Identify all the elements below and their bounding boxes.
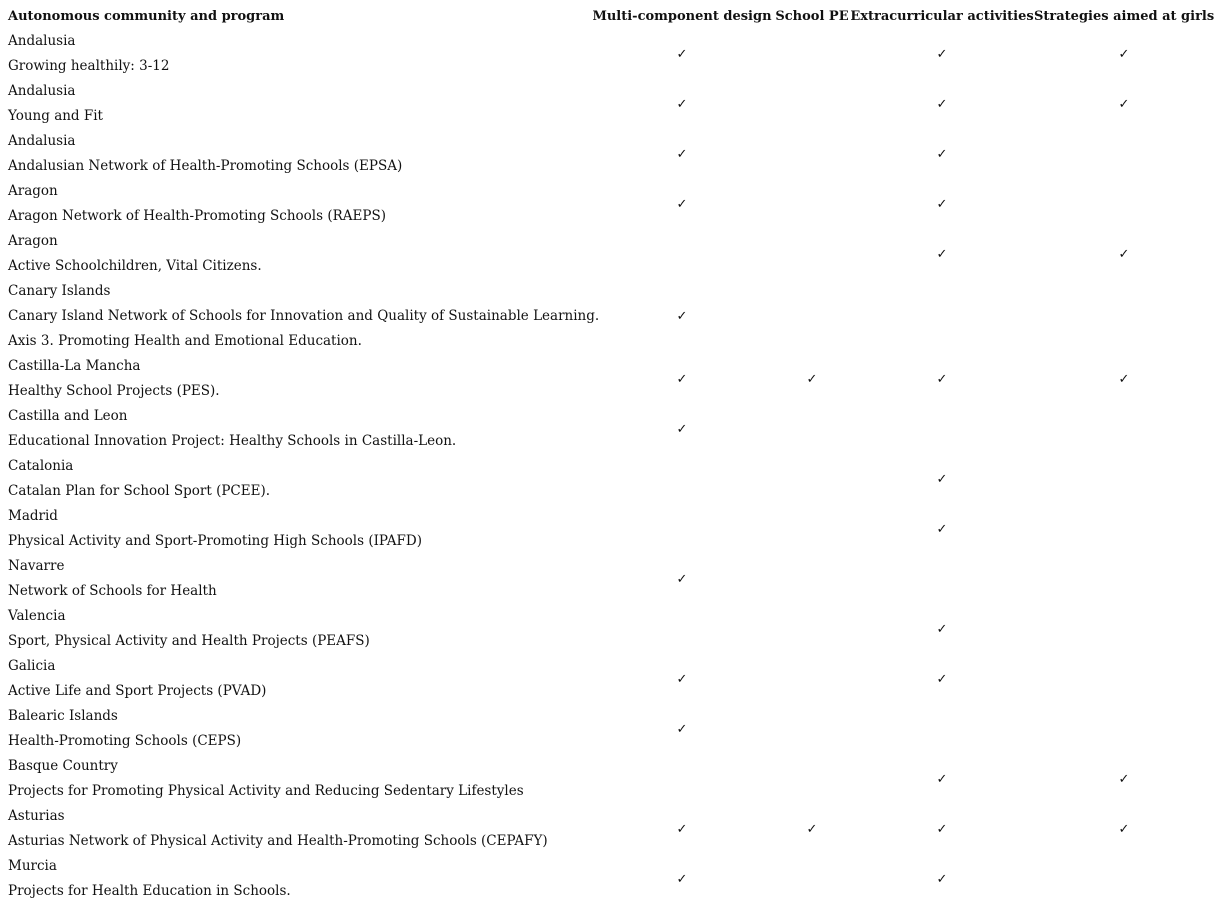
extracurricular-check: ✓ <box>936 371 948 387</box>
extracurricular-check <box>850 404 1034 454</box>
school-pe-check <box>774 854 850 904</box>
strategies-girls-check <box>1034 454 1214 504</box>
table-row <box>0 504 1214 554</box>
extracurricular-check: ✓ <box>936 471 948 487</box>
strategies-girls-check <box>1034 504 1214 554</box>
school-pe-check: ✓ <box>806 821 818 837</box>
community-program-cell <box>0 654 590 704</box>
table-row <box>0 79 1214 129</box>
school-pe-check <box>774 504 850 554</box>
extracurricular-check: ✓ <box>936 46 948 62</box>
multi-component-check: ✓ <box>676 821 688 837</box>
program-name: Andalusian Network of Health-Promoting Schools (EPSA) <box>8 158 403 174</box>
table-row <box>0 654 1214 704</box>
multi-component-check <box>590 754 774 804</box>
multi-component-check: ✓ <box>676 671 688 687</box>
program-name: Network of Schools for Health <box>8 583 217 599</box>
table-row <box>0 754 1214 804</box>
community-program-cell <box>0 854 590 904</box>
strategies-girls-check <box>1034 654 1214 704</box>
community-program-cell <box>0 29 590 79</box>
strategies-girls-check <box>1034 404 1214 454</box>
table-row <box>0 354 1214 404</box>
strategies-girls-check: ✓ <box>1118 246 1130 262</box>
table-body <box>0 29 1214 904</box>
community-program-cell <box>0 804 590 854</box>
community-program-cell <box>0 504 590 554</box>
community-program-cell <box>0 754 590 804</box>
school-pe-check <box>774 404 850 454</box>
program-name: Growing healthily: 3-12 <box>8 58 170 74</box>
header-school-pe: School PE <box>775 9 849 24</box>
multi-component-check: ✓ <box>676 721 688 737</box>
school-pe-check <box>774 704 850 754</box>
community-name: Andalusia <box>8 83 76 99</box>
program-name: Catalan Plan for School Sport (PCEE). <box>8 483 271 499</box>
table-row <box>0 129 1214 179</box>
multi-component-check: ✓ <box>676 96 688 112</box>
community-name: Navarre <box>8 558 65 574</box>
table-row <box>0 279 1214 354</box>
program-name: Sport, Physical Activity and Health Projects (PEAFS) <box>8 633 370 649</box>
strategies-girls-check: ✓ <box>1118 371 1130 387</box>
community-name: Castilla-La Mancha <box>8 358 141 374</box>
school-pe-check <box>774 604 850 654</box>
multi-component-check: ✓ <box>676 146 688 162</box>
strategies-girls-check <box>1034 279 1214 354</box>
table-row <box>0 404 1214 454</box>
community-name: Madrid <box>8 508 58 524</box>
strategies-girls-check: ✓ <box>1118 96 1130 112</box>
header-community-program: Autonomous community and program <box>8 9 285 24</box>
program-name: Educational Innovation Project: Healthy Schools in Castilla-Leon. <box>8 433 457 449</box>
community-name: Castilla and Leon <box>8 408 128 424</box>
program-name: Projects for Health Education in Schools. <box>8 883 291 899</box>
program-name: Physical Activity and Sport-Promoting High Schools (IPAFD) <box>8 533 422 549</box>
community-name: Balearic Islands <box>8 708 118 724</box>
strategies-girls-check <box>1034 704 1214 754</box>
table-row <box>0 704 1214 754</box>
extracurricular-check: ✓ <box>936 671 948 687</box>
strategies-girls-check <box>1034 129 1214 179</box>
table-row <box>0 604 1214 654</box>
table-row <box>0 454 1214 504</box>
multi-component-check: ✓ <box>676 309 688 324</box>
community-name: Murcia <box>8 858 57 874</box>
extracurricular-check: ✓ <box>936 521 948 537</box>
community-program-cell <box>0 229 590 279</box>
community-name: Asturias <box>8 808 65 824</box>
community-name: Aragon <box>8 233 58 249</box>
school-pe-check <box>774 654 850 704</box>
extracurricular-check: ✓ <box>936 821 948 837</box>
community-name: Basque Country <box>8 758 118 774</box>
school-pe-check <box>774 554 850 604</box>
header-multi-component: Multi-component design <box>592 9 772 24</box>
community-program-cell <box>0 554 590 604</box>
strategies-girls-check: ✓ <box>1118 46 1130 62</box>
strategies-girls-check <box>1034 604 1214 654</box>
school-pe-check <box>774 79 850 129</box>
community-program-cell <box>0 279 600 354</box>
extracurricular-check: ✓ <box>936 871 948 887</box>
extracurricular-check: ✓ <box>936 146 948 162</box>
community-program-cell <box>0 404 590 454</box>
extracurricular-check: ✓ <box>936 771 948 787</box>
strategies-girls-check: ✓ <box>1118 771 1130 787</box>
multi-component-check: ✓ <box>676 421 688 437</box>
extracurricular-check: ✓ <box>936 246 948 262</box>
table-row <box>0 554 1214 604</box>
school-pe-check <box>774 754 850 804</box>
community-program-cell <box>0 704 590 754</box>
multi-component-check: ✓ <box>676 871 688 887</box>
program-name: Axis 3. Promoting Health and Emotional Education. <box>8 333 362 349</box>
community-program-cell <box>0 129 590 179</box>
school-pe-check: ✓ <box>806 371 818 387</box>
community-name: Andalusia <box>8 133 76 149</box>
header-row <box>0 4 1214 29</box>
program-name: Active Life and Sport Projects (PVAD) <box>8 683 267 699</box>
extracurricular-check: ✓ <box>936 621 948 637</box>
community-program-cell <box>0 354 590 404</box>
table-row <box>0 804 1214 854</box>
community-name: Catalonia <box>8 458 74 474</box>
community-program-cell <box>0 454 590 504</box>
multi-component-check <box>590 454 774 504</box>
multi-component-check: ✓ <box>676 196 688 212</box>
extracurricular-check: ✓ <box>936 196 948 212</box>
community-name: Aragon <box>8 183 58 199</box>
table-row <box>0 229 1214 279</box>
multi-component-check: ✓ <box>676 371 688 387</box>
extracurricular-check <box>850 554 1034 604</box>
table-row <box>0 179 1214 229</box>
multi-component-check <box>590 604 774 654</box>
table-row <box>0 29 1214 79</box>
strategies-girls-check <box>1034 554 1214 604</box>
strategies-girls-check: ✓ <box>1118 821 1130 837</box>
community-program-cell <box>0 179 590 229</box>
multi-component-check: ✓ <box>676 46 688 62</box>
community-name: Galicia <box>8 658 56 674</box>
program-name: Canary Island Network of Schools for Innovation and Quality of Sustainable Learning. <box>8 308 600 324</box>
community-program-cell <box>0 604 590 654</box>
school-pe-check <box>774 129 850 179</box>
community-name: Andalusia <box>8 33 76 49</box>
community-name: Canary Islands <box>8 283 111 299</box>
program-name: Young and Fit <box>8 108 103 124</box>
table-row <box>0 854 1214 904</box>
school-pe-check <box>774 229 850 279</box>
multi-component-check: ✓ <box>676 571 688 587</box>
extracurricular-check <box>850 704 1034 754</box>
program-name: Active Schoolchildren, Vital Citizens. <box>8 258 262 274</box>
program-name: Aragon Network of Health-Promoting Schools (RAEPS) <box>8 208 386 224</box>
strategies-girls-check <box>1034 854 1214 904</box>
strategies-girls-check <box>1034 179 1214 229</box>
program-name: Asturias Network of Physical Activity and Health-Promoting Schools (CEPAFY) <box>8 833 548 849</box>
school-pe-check <box>774 279 850 354</box>
extracurricular-check <box>850 279 1034 354</box>
multi-component-check <box>590 504 774 554</box>
extracurricular-check: ✓ <box>936 96 948 112</box>
school-pe-check <box>774 29 850 79</box>
school-pe-check <box>774 179 850 229</box>
program-name: Projects for Promoting Physical Activity and Reducing Sedentary Lifestyles <box>8 783 524 799</box>
program-name: Health-Promoting Schools (CEPS) <box>8 733 242 749</box>
school-pe-check <box>774 454 850 504</box>
multi-component-check <box>590 229 774 279</box>
program-name: Healthy School Projects (PES). <box>8 383 220 399</box>
community-program-cell <box>0 79 590 129</box>
header-strategies-girls: Strategies aimed at girls <box>1034 9 1214 24</box>
programs-table <box>0 4 1214 904</box>
community-name: Valencia <box>8 608 66 624</box>
header-extracurricular: Extracurricular activities <box>850 9 1034 24</box>
